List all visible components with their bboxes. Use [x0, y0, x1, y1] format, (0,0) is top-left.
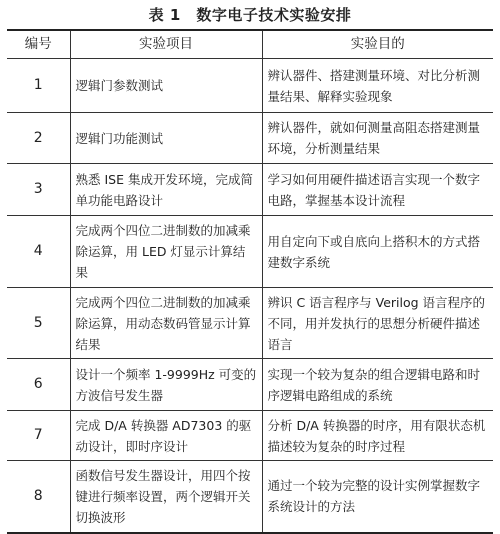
experiment-table	[7, 29, 493, 534]
table-header-row	[7, 30, 493, 59]
table-row	[7, 359, 493, 411]
table-row	[7, 164, 493, 216]
row-project: 熟悉 ISE 集成开发环境，完成简单功能电路设计	[70, 164, 262, 216]
row-project: 函数信号发生器设计，用四个按键进行频率设置，两个逻辑开关切换波形	[70, 461, 262, 533]
header-goal: 实验目的	[262, 30, 493, 59]
row-goal: 实现一个较为复杂的组合逻辑电路和时序逻辑电路组成的系统	[262, 359, 493, 411]
row-number: 1	[7, 59, 70, 113]
row-goal: 辨认器件、搭建测量环境、对比分析测量结果、解释实验现象	[262, 59, 493, 113]
table-row	[7, 411, 493, 461]
row-number: 2	[7, 113, 70, 164]
row-goal: 学习如何用硬件描述语言实现一个数字电路，掌握基本设计流程	[262, 164, 493, 216]
row-goal: 辨识 C 语言程序与 Verilog 语言程序的不同，用并发执行的思想分析硬件描述语言	[262, 288, 493, 359]
row-number: 5	[7, 288, 70, 359]
row-goal: 通过一个较为完整的设计实例掌握数字系统设计的方法	[262, 461, 493, 533]
header-project: 实验项目	[70, 30, 262, 59]
row-goal: 用自定向下或自底向上搭积木的方式搭建数字系统	[262, 216, 493, 288]
row-number: 3	[7, 164, 70, 216]
table-title: 表 1 数字电子技术实验安排	[148, 6, 352, 24]
row-project: 逻辑门功能测试	[70, 113, 262, 164]
table-row	[7, 216, 493, 288]
table-row	[7, 288, 493, 359]
row-project: 逻辑门参数测试	[70, 59, 262, 113]
row-number: 7	[7, 411, 70, 461]
row-number: 4	[7, 216, 70, 288]
table-row	[7, 113, 493, 164]
row-project: 完成两个四位二进制数的加减乘除运算，用 LED 灯显示计算结果	[70, 216, 262, 288]
header-num: 编号	[7, 30, 70, 59]
row-project: 完成 D/A 转换器 AD7303 的驱动设计，即时序设计	[70, 411, 262, 461]
table-row	[7, 461, 493, 533]
row-number: 8	[7, 461, 70, 533]
row-goal: 辨认器件，就如何测量高阻态搭建测量环境，分析测量结果	[262, 113, 493, 164]
row-project: 设计一个频率 1-9999Hz 可变的方波信号发生器	[70, 359, 262, 411]
table-row	[7, 59, 493, 113]
row-number: 6	[7, 359, 70, 411]
row-goal: 分析 D/A 转换器的时序，用有限状态机描述较为复杂的时序过程	[262, 411, 493, 461]
row-project: 完成两个四位二进制数的加减乘除运算，用动态数码管显示计算结果	[70, 288, 262, 359]
